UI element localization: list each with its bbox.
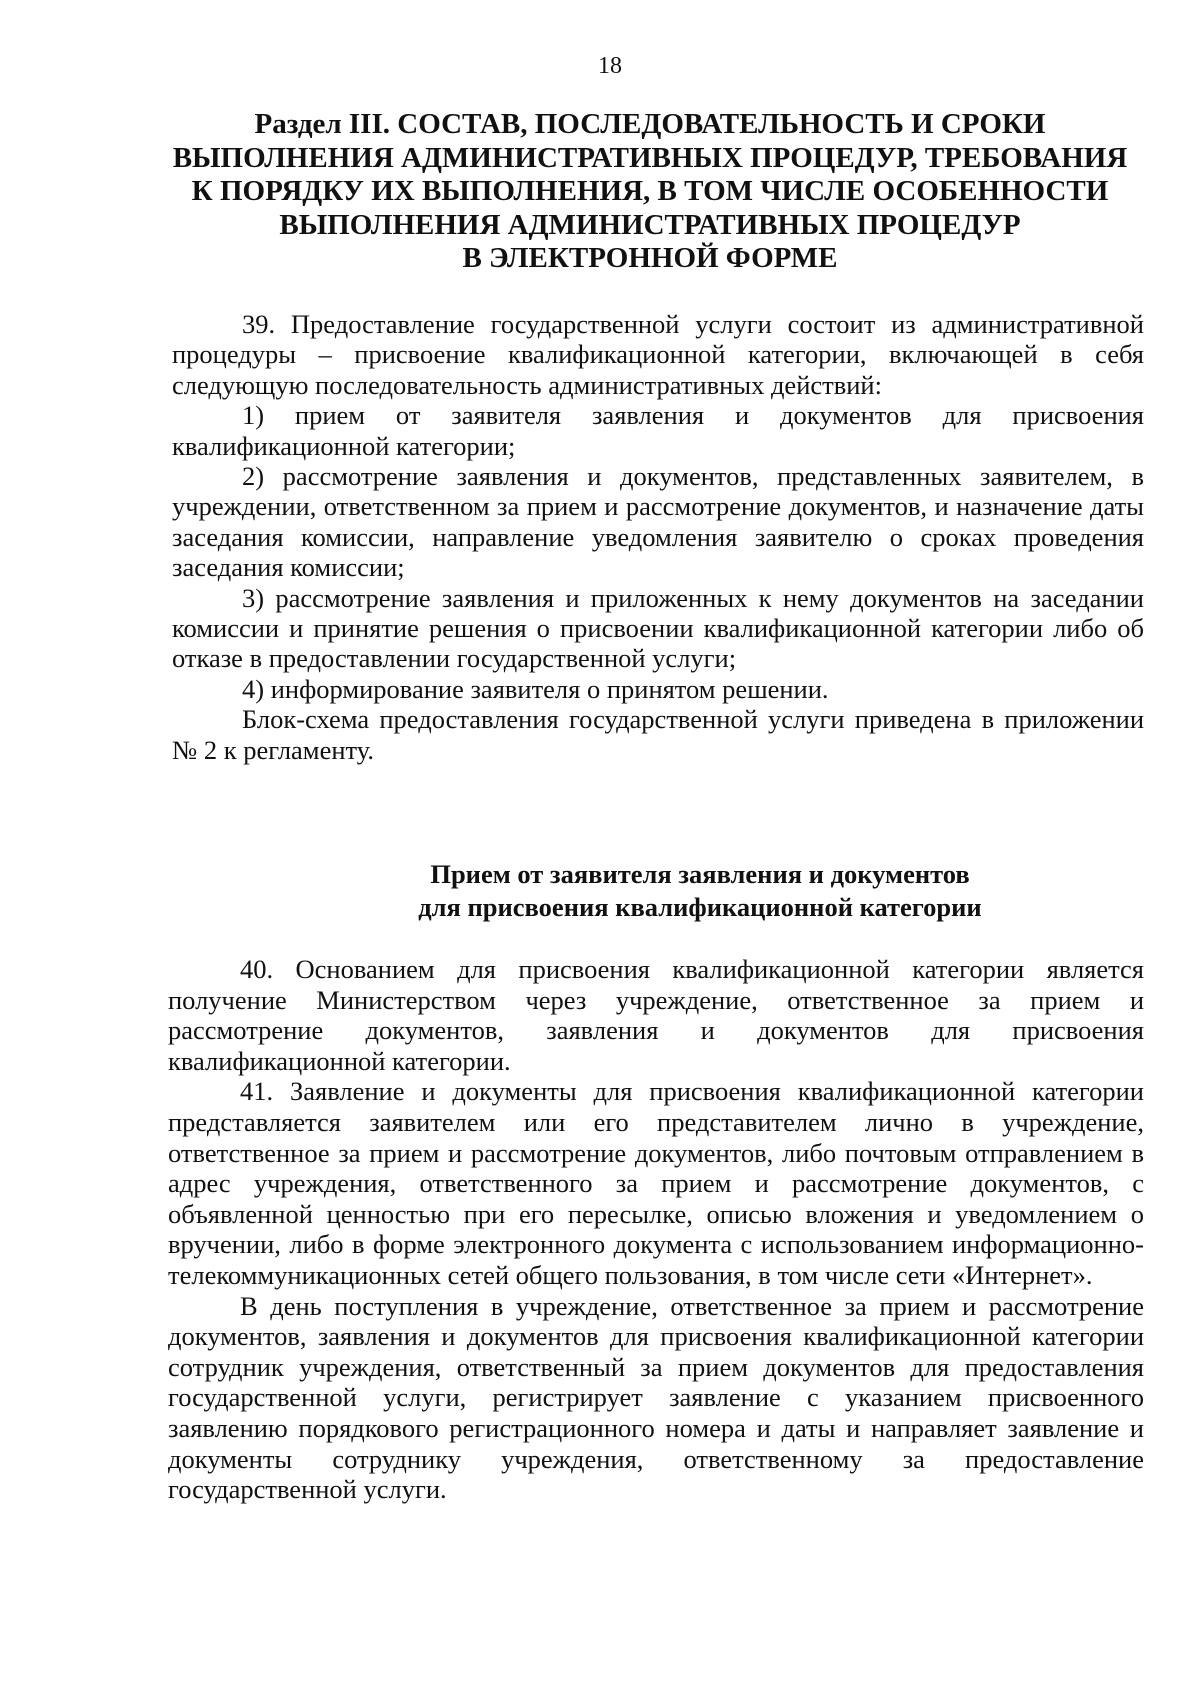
reception-block [168, 954, 1144, 1505]
paragraph-registration: В день поступления в учреждение, ответственное за прием и рассмотрение документов, заявления и документов для присвоения квалификационной категории сотрудник учреждения, ответственный за прием документов для предоставления государственной услуги, регистрирует заявление с указанием присвоенного заявлению порядкового регистрационного номера и даты и направляет заявление и документы сотруднику учреждения, ответственному за предоставление государственной услуги. [168, 1290, 1144, 1505]
page-number: 18 [598, 53, 622, 79]
paragraph-41: 41. Заявление и документы для присвоения квалификационной категории представляется заявителем или его представителем лично в учреждение, ответственное за прием и рассмотрение документов, либо почтовым отправлением в адрес учреждения, ответственного за прием и рассмотрение документов, с объявленной ценностью при его пересылке, описью вложения и уведомлением о вручении, либо в форме электронного документа с использованием информационно-телекоммуникационных сетей общего пользования, в том числе сети «Интернет». [168, 1076, 1144, 1290]
section-title-line: Раздел III. СОСТАВ, ПОСЛЕДОВАТЕЛЬНОСТЬ И СРОКИ [254, 108, 1046, 140]
list-item-2: 2) рассмотрение заявления и документов, представленных заявителем, в учреждении, ответственном за прием и рассмотрение документов, и назначение даты заседания комиссии, направление уведомления заявителю о сроках проведения заседания комиссии; [172, 461, 1144, 583]
subsection-heading-line: Прием от заявителя заявления и документов [430, 859, 970, 889]
section-title-line: ВЫПОЛНЕНИЯ АДМИНИСТРАТИВНЫХ ПРОЦЕДУР [279, 208, 1021, 241]
section-title-line: К ПОРЯДКУ ИХ ВЫПОЛНЕНИЯ, В ТОМ ЧИСЛЕ ОСОБЕННОСТИ [191, 175, 1109, 207]
section-title-line: ВЫПОЛНЕНИЯ АДМИНИСТРАТИВНЫХ ПРОЦЕДУР, ТРЕБОВАНИЯ [172, 141, 1128, 174]
paragraph-40: 40. Основанием для присвоения квалификационной категории является получение Министерством через учреждение, ответственное за прием и рассмотрение документов, заявления и документов для присвоения квалификационной категории. [168, 954, 1144, 1076]
list-item-3: 3) рассмотрение заявления и приложенных к нему документов на заседании комиссии и принятие решения о присвоении квалификационной категории либо об отказе в предоставлении государственной услуги; [172, 582, 1144, 674]
section-title-line: В ЭЛЕКТРОННОЙ ФОРМЕ [462, 242, 838, 274]
list-item-4: 4) информирование заявителя о принятом решении. [242, 673, 829, 704]
paragraph-39: 39. Предоставление государственной услуги состоит из административной процедуры – присвоение квалификационной категории, включающей в себя следующую последовательность административных действий: [172, 309, 1144, 400]
subsection-heading [200, 858, 1200, 924]
list-item-1: 1) прием от заявителя заявления и документов для присвоения квалификационной категории; [172, 400, 1144, 461]
section-title [150, 108, 1150, 276]
flowchart-reference: Блок-схема предоставления государственной услуги приведена в приложении № 2 к регламенту. [172, 704, 1144, 765]
procedure-list-block [172, 309, 1144, 765]
subsection-heading-line: для присвоения квалификационной категории [418, 892, 982, 922]
